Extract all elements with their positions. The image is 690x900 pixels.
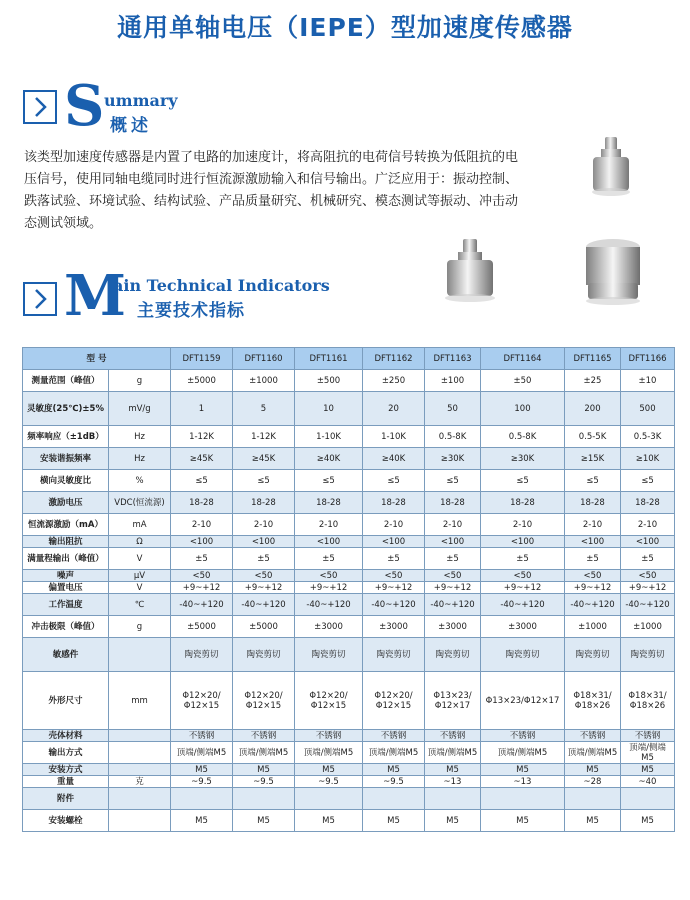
value-cell: ±100	[425, 370, 481, 392]
table-row	[23, 570, 675, 582]
value-cell: ±3000	[425, 616, 481, 638]
value-cell: ±3000	[363, 616, 425, 638]
value-cell: ≥30K	[425, 448, 481, 470]
unit-cell	[109, 730, 171, 742]
param-cell: 安装方式	[23, 764, 109, 776]
table-header-row	[23, 348, 675, 370]
value-cell: +9~+12	[481, 582, 565, 594]
value-cell: 陶瓷剪切	[621, 638, 675, 672]
value-cell: 2-10	[295, 514, 363, 536]
value-cell: M5	[171, 810, 233, 832]
summary-initial: S	[64, 73, 105, 139]
value-cell: ~9.5	[233, 776, 295, 788]
unit-cell: ℃	[109, 594, 171, 616]
model-header: DFT1162	[363, 348, 425, 370]
value-cell: 2-10	[481, 514, 565, 536]
value-cell: -40~+120	[233, 594, 295, 616]
table-row	[23, 638, 675, 672]
table-row	[23, 536, 675, 548]
table-row	[23, 616, 675, 638]
value-cell: ~40	[621, 776, 675, 788]
value-cell: 1-10K	[295, 426, 363, 448]
table-row	[23, 370, 675, 392]
unit-cell	[109, 638, 171, 672]
value-cell: 0.5-8K	[425, 426, 481, 448]
value-cell: ≤5	[425, 470, 481, 492]
param-cell: 安装螺栓	[23, 810, 109, 832]
param-cell: 偏置电压	[23, 582, 109, 594]
value-cell: 不锈钢	[565, 730, 621, 742]
spec-table	[22, 347, 675, 832]
table-row	[23, 448, 675, 470]
value-cell: ±5	[481, 548, 565, 570]
value-cell: <100	[233, 536, 295, 548]
indicators-initial: M	[64, 263, 126, 329]
value-cell: ≥45K	[171, 448, 233, 470]
unit-cell: 克	[109, 776, 171, 788]
value-cell	[233, 788, 295, 810]
value-cell: ≥40K	[295, 448, 363, 470]
model-header: DFT1160	[233, 348, 295, 370]
value-cell: ±5000	[171, 616, 233, 638]
value-cell: Φ12×20/Φ12×15	[295, 672, 363, 730]
value-cell: M5	[425, 810, 481, 832]
param-cell: 敏感件	[23, 638, 109, 672]
value-cell: ≤5	[233, 470, 295, 492]
value-cell: 2-10	[425, 514, 481, 536]
value-cell: 100	[481, 392, 565, 426]
value-cell: <100	[171, 536, 233, 548]
value-cell	[565, 788, 621, 810]
value-cell: 不锈钢	[481, 730, 565, 742]
value-cell: ±5	[171, 548, 233, 570]
table-row	[23, 426, 675, 448]
value-cell: M5	[481, 810, 565, 832]
value-cell: 顶端/侧端M5	[295, 742, 363, 764]
value-cell: <50	[171, 570, 233, 582]
value-cell	[363, 788, 425, 810]
value-cell: 18-28	[621, 492, 675, 514]
param-cell: 激励电压	[23, 492, 109, 514]
value-cell: 18-28	[171, 492, 233, 514]
param-cell: 冲击极限（峰值）	[23, 616, 109, 638]
value-cell: ≤5	[363, 470, 425, 492]
value-cell: M5	[621, 810, 675, 832]
indicators-heading-en: ain Technical Indicators	[113, 276, 330, 295]
section-chevron-icon	[23, 90, 57, 124]
value-cell: 18-28	[363, 492, 425, 514]
value-cell: ≥45K	[233, 448, 295, 470]
unit-cell: g	[109, 616, 171, 638]
value-cell: M5	[481, 764, 565, 776]
value-cell: ≥40K	[363, 448, 425, 470]
value-cell: ±5	[295, 548, 363, 570]
value-cell: +9~+12	[425, 582, 481, 594]
value-cell	[295, 788, 363, 810]
param-cell: 安装谐振频率	[23, 448, 109, 470]
value-cell: ~9.5	[171, 776, 233, 788]
param-cell: 输出方式	[23, 742, 109, 764]
value-cell: Φ18×31/Φ18×26	[621, 672, 675, 730]
param-cell: 工作温度	[23, 594, 109, 616]
value-cell: 500	[621, 392, 675, 426]
value-cell: ≤5	[481, 470, 565, 492]
value-cell: +9~+12	[233, 582, 295, 594]
value-cell	[481, 788, 565, 810]
value-cell: 200	[565, 392, 621, 426]
value-cell: -40~+120	[295, 594, 363, 616]
param-cell: 壳体材料	[23, 730, 109, 742]
value-cell: ≥10K	[621, 448, 675, 470]
unit-cell: V	[109, 582, 171, 594]
value-cell: M5	[363, 810, 425, 832]
param-cell: 外形尺寸	[23, 672, 109, 730]
value-cell: 陶瓷剪切	[171, 638, 233, 672]
value-cell: +9~+12	[565, 582, 621, 594]
value-cell: 不锈钢	[295, 730, 363, 742]
value-cell: 顶端/侧端M5	[621, 742, 675, 764]
value-cell: 不锈钢	[363, 730, 425, 742]
value-cell: ≥30K	[481, 448, 565, 470]
value-cell: 顶端/侧端M5	[481, 742, 565, 764]
value-cell: ≤5	[621, 470, 675, 492]
value-cell: -40~+120	[425, 594, 481, 616]
value-cell: 陶瓷剪切	[481, 638, 565, 672]
value-cell: 1	[171, 392, 233, 426]
value-cell: ±10	[621, 370, 675, 392]
value-cell: 顶端/侧端M5	[565, 742, 621, 764]
value-cell: <50	[363, 570, 425, 582]
value-cell: 10	[295, 392, 363, 426]
value-cell: M5	[295, 764, 363, 776]
value-cell: Φ12×20/Φ12×15	[171, 672, 233, 730]
value-cell: 不锈钢	[171, 730, 233, 742]
value-cell: ±250	[363, 370, 425, 392]
value-cell: <50	[481, 570, 565, 582]
value-cell: +9~+12	[295, 582, 363, 594]
value-cell: ±5000	[233, 616, 295, 638]
value-cell: ~28	[565, 776, 621, 788]
value-cell: ±5000	[171, 370, 233, 392]
value-cell: -40~+120	[171, 594, 233, 616]
unit-cell: mA	[109, 514, 171, 536]
table-row	[23, 492, 675, 514]
value-cell: +9~+12	[621, 582, 675, 594]
value-cell: 20	[363, 392, 425, 426]
value-cell: M5	[233, 810, 295, 832]
value-cell: ±5	[233, 548, 295, 570]
value-cell: -40~+120	[621, 594, 675, 616]
value-cell: Φ13×23/Φ12×17	[425, 672, 481, 730]
table-row	[23, 742, 675, 764]
value-cell: <50	[621, 570, 675, 582]
value-cell: ±3000	[481, 616, 565, 638]
value-cell: 顶端/侧端M5	[363, 742, 425, 764]
table-row	[23, 514, 675, 536]
value-cell: <100	[295, 536, 363, 548]
value-cell: 50	[425, 392, 481, 426]
param-cell: 恒流源激励（mA）	[23, 514, 109, 536]
value-cell: -40~+120	[481, 594, 565, 616]
value-cell: M5	[171, 764, 233, 776]
value-cell: M5	[565, 810, 621, 832]
table-row	[23, 582, 675, 594]
value-cell: 18-28	[565, 492, 621, 514]
value-cell: M5	[233, 764, 295, 776]
value-cell: 5	[233, 392, 295, 426]
value-cell: 2-10	[565, 514, 621, 536]
param-cell: 横向灵敏度比	[23, 470, 109, 492]
intro-paragraph: 该类型加速度传感器是内置了电路的加速度计，将高阻抗的电荷信号转换为低阻抗的电压信号，使用同轴电缆同时进行恒流源激励输入和信号输出。广泛应用于：振动控制、跌落试验、环境试验、结构试验、产品质量研究、机械研究、模态测试等振动、冲击动态测试领域。	[24, 150, 519, 231]
value-cell: M5	[295, 810, 363, 832]
value-cell: ±5	[363, 548, 425, 570]
table-row	[23, 594, 675, 616]
value-cell: <50	[565, 570, 621, 582]
table-row	[23, 470, 675, 492]
param-cell: 附件	[23, 788, 109, 810]
value-cell: 不锈钢	[425, 730, 481, 742]
value-cell: ±25	[565, 370, 621, 392]
value-cell: ~13	[481, 776, 565, 788]
param-cell: 测量范围（峰值）	[23, 370, 109, 392]
value-cell: <100	[363, 536, 425, 548]
value-cell: 不锈钢	[621, 730, 675, 742]
unit-cell: %	[109, 470, 171, 492]
value-cell: 顶端/侧端M5	[425, 742, 481, 764]
table-row	[23, 776, 675, 788]
unit-cell: μV	[109, 570, 171, 582]
value-cell: ±5	[621, 548, 675, 570]
value-cell: 顶端/侧端M5	[233, 742, 295, 764]
param-cell: 重量	[23, 776, 109, 788]
value-cell: 2-10	[171, 514, 233, 536]
model-header: DFT1159	[171, 348, 233, 370]
value-cell: ±1000	[565, 616, 621, 638]
param-cell: 频率响应（±1dB）	[23, 426, 109, 448]
value-cell: 不锈钢	[233, 730, 295, 742]
value-cell: ±500	[295, 370, 363, 392]
value-cell: 陶瓷剪切	[565, 638, 621, 672]
value-cell: -40~+120	[363, 594, 425, 616]
value-cell: M5	[363, 764, 425, 776]
value-cell	[171, 788, 233, 810]
value-cell: <50	[425, 570, 481, 582]
sensor-image-medium	[437, 235, 503, 307]
table-row	[23, 764, 675, 776]
value-cell: <100	[425, 536, 481, 548]
param-cell: 噪声	[23, 570, 109, 582]
table-row	[23, 810, 675, 832]
value-cell: 18-28	[295, 492, 363, 514]
summary-heading-en: ummary	[104, 91, 178, 110]
indicators-heading-cn: 主要技术指标	[137, 301, 245, 321]
value-cell: 18-28	[233, 492, 295, 514]
value-cell: 18-28	[481, 492, 565, 514]
value-cell: 0.5-5K	[565, 426, 621, 448]
value-cell: ~9.5	[363, 776, 425, 788]
unit-cell: Hz	[109, 426, 171, 448]
summary-heading-cn: 概述	[110, 116, 152, 136]
unit-cell: Hz	[109, 448, 171, 470]
value-cell: +9~+12	[171, 582, 233, 594]
value-cell: 0.5-3K	[621, 426, 675, 448]
unit-cell: mm	[109, 672, 171, 730]
model-header: DFT1164	[481, 348, 565, 370]
table-row	[23, 392, 675, 426]
unit-cell	[109, 742, 171, 764]
value-cell: 2-10	[621, 514, 675, 536]
unit-cell	[109, 788, 171, 810]
model-header: DFT1161	[295, 348, 363, 370]
model-header: DFT1163	[425, 348, 481, 370]
value-cell: ≤5	[565, 470, 621, 492]
value-cell: <50	[233, 570, 295, 582]
sensor-image-small	[585, 135, 637, 201]
value-cell: ±5	[425, 548, 481, 570]
sensor-image-large	[583, 237, 643, 309]
value-cell: M5	[565, 764, 621, 776]
value-cell: 陶瓷剪切	[425, 638, 481, 672]
value-cell: 陶瓷剪切	[233, 638, 295, 672]
value-cell: 顶端/侧端M5	[171, 742, 233, 764]
value-cell: 18-28	[425, 492, 481, 514]
table-row	[23, 672, 675, 730]
value-cell: M5	[425, 764, 481, 776]
unit-cell: g	[109, 370, 171, 392]
value-cell: 1-12K	[171, 426, 233, 448]
value-cell: +9~+12	[363, 582, 425, 594]
value-cell	[425, 788, 481, 810]
param-cell: 输出阻抗	[23, 536, 109, 548]
value-cell: ≥15K	[565, 448, 621, 470]
unit-cell	[109, 810, 171, 832]
value-cell	[621, 788, 675, 810]
unit-cell: mV/g	[109, 392, 171, 426]
model-header: DFT1166	[621, 348, 675, 370]
value-cell: 陶瓷剪切	[363, 638, 425, 672]
unit-cell: V	[109, 548, 171, 570]
value-cell: 0.5-8K	[481, 426, 565, 448]
model-label: 型 号	[23, 348, 171, 370]
unit-cell	[109, 764, 171, 776]
table-row	[23, 788, 675, 810]
value-cell: Φ12×20/Φ12×15	[233, 672, 295, 730]
value-cell: 1-12K	[233, 426, 295, 448]
page-title: 通用单轴电压（IEPE）型加速度传感器	[117, 13, 573, 42]
value-cell: 2-10	[363, 514, 425, 536]
value-cell: Φ18×31/Φ18×26	[565, 672, 621, 730]
table-row	[23, 730, 675, 742]
value-cell: ≤5	[171, 470, 233, 492]
value-cell: ≤5	[295, 470, 363, 492]
value-cell: <100	[565, 536, 621, 548]
value-cell: ±1000	[233, 370, 295, 392]
value-cell: ±3000	[295, 616, 363, 638]
value-cell: Φ13×23/Φ12×17	[481, 672, 565, 730]
param-cell: 灵敏度(25℃)±5%	[23, 392, 109, 426]
value-cell: Φ12×20/Φ12×15	[363, 672, 425, 730]
value-cell: <100	[621, 536, 675, 548]
value-cell: 陶瓷剪切	[295, 638, 363, 672]
value-cell: ±5	[565, 548, 621, 570]
value-cell: 2-10	[233, 514, 295, 536]
value-cell: -40~+120	[565, 594, 621, 616]
value-cell: ~9.5	[295, 776, 363, 788]
value-cell: ±1000	[621, 616, 675, 638]
value-cell: <100	[481, 536, 565, 548]
value-cell: <50	[295, 570, 363, 582]
param-cell: 满量程输出（峰值）	[23, 548, 109, 570]
section-chevron-icon	[23, 282, 57, 316]
model-header: DFT1165	[565, 348, 621, 370]
value-cell: ~13	[425, 776, 481, 788]
table-row	[23, 548, 675, 570]
unit-cell: VDC(恒流源)	[109, 492, 171, 514]
value-cell: M5	[621, 764, 675, 776]
unit-cell: Ω	[109, 536, 171, 548]
value-cell: ±50	[481, 370, 565, 392]
value-cell: 1-10K	[363, 426, 425, 448]
